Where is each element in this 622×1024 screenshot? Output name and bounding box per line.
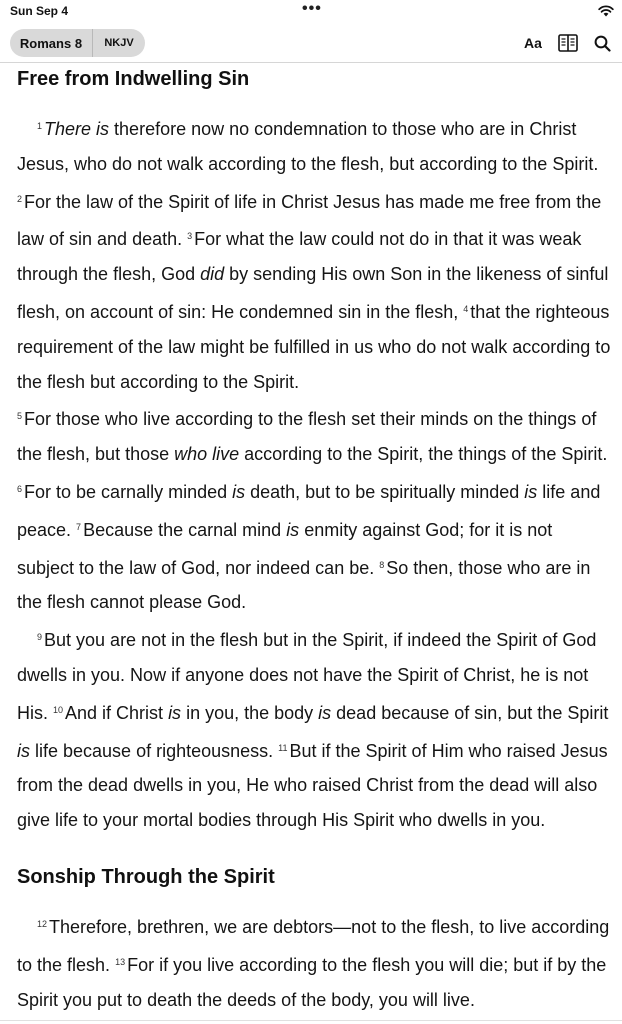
- verse-paragraph: [17, 620, 613, 838]
- verse-number[interactable]: 9: [37, 632, 43, 643]
- verse-text: Therefore, brethren, we are debtors—not to the flesh, to live according to the flesh.: [17, 916, 610, 975]
- verse-number[interactable]: 11: [278, 742, 288, 753]
- italic-text: who live: [174, 444, 240, 465]
- verse-text: But if the Spirit of Him who raised Jesus from the dead dwells in you, He who raised Christ from the dead will also give life to your mortal bodies through His Spirit who dwells in you.: [17, 740, 608, 831]
- verse-number[interactable]: 1: [37, 121, 43, 131]
- book-chapter-button[interactable]: Romans 8: [19, 35, 83, 51]
- verse-number[interactable]: 7: [76, 521, 82, 532]
- italic-text: did: [200, 264, 225, 285]
- section-heading: Sonship Through the Spirit: [17, 865, 275, 888]
- reader-toolbar: [0, 26, 622, 63]
- status-date: Sun Sep 4: [10, 4, 69, 18]
- verse-text: For to be carnally minded: [24, 481, 233, 502]
- multitasking-dots-icon[interactable]: •••: [302, 0, 322, 17]
- section-heading: Free from Indwelling Sin: [17, 68, 250, 90]
- toolbar-actions: [522, 33, 612, 53]
- chapter-text: [17, 62, 613, 1017]
- verse-text: For if you live according to the flesh you will die; but if by the Spirit you put to death the deeds of the body, you will live.: [17, 954, 607, 1010]
- text-settings-button[interactable]: Aa: [524, 35, 542, 51]
- verse-text: But you are not in the flesh but in the Spirit, if indeed the Spirit of God dwells in you. Now if anyone does not have the Spirit of Christ, he is not His.: [17, 630, 597, 723]
- verse-number[interactable]: 4: [463, 303, 469, 314]
- verse-number[interactable]: 13: [115, 956, 126, 967]
- verse-number[interactable]: 3: [187, 231, 193, 242]
- search-icon[interactable]: [592, 33, 612, 53]
- verse-text: life because of righteousness.: [30, 740, 279, 761]
- verse-text: enmity against God; for it is not subject to the law of God, nor indeed can be.: [17, 519, 553, 578]
- wifi-icon: [598, 4, 614, 17]
- italic-text: is: [168, 702, 182, 723]
- verse-text: therefore now no condemnation to those who are in Christ Jesus, who do not walk according to the flesh, but according to the Spirit.: [17, 119, 599, 174]
- verse-text: So then, those who are in the flesh cannot please God.: [17, 557, 591, 613]
- passage-selector: [10, 29, 145, 57]
- verse-text: And if Christ: [65, 702, 169, 723]
- italic-text: is: [232, 481, 246, 502]
- verse-text: according to the Spirit, the things of the Spirit.: [239, 444, 608, 465]
- verse-number[interactable]: 8: [379, 559, 385, 570]
- verse-number[interactable]: 2: [17, 193, 23, 204]
- verse-text: For those who live according to the flesh set their minds on the things of the flesh, but those: [17, 409, 597, 465]
- verse-number[interactable]: 10: [53, 704, 64, 715]
- italic-text: is: [318, 702, 332, 723]
- verse-text: that the righteous requirement of the law might be fulfilled in us who do not walk according to the flesh but according to the Spirit.: [17, 301, 611, 392]
- verse-text: For what the law could not do in that it was weak through the flesh, God: [17, 229, 582, 285]
- verse-text: Because the carnal mind: [83, 519, 287, 540]
- parallel-view-icon[interactable]: [558, 33, 578, 53]
- verse-number[interactable]: 12: [37, 918, 48, 929]
- verse-paragraph: [17, 399, 613, 620]
- version-button[interactable]: NKJV: [104, 37, 134, 49]
- status-bar: [0, 0, 622, 22]
- verse-text: in you, the body: [181, 702, 319, 723]
- verse-text: life and peace.: [17, 481, 601, 540]
- verse-text: by sending His own Son in the likeness of sinful flesh, on account of sin: He condemned sin in the flesh,: [17, 264, 609, 322]
- verse-number[interactable]: 6: [17, 483, 23, 494]
- italic-text: There is: [44, 119, 110, 139]
- bottom-divider: [0, 1020, 622, 1021]
- verse-text: death, but to be spiritually minded: [245, 481, 525, 502]
- verse-number[interactable]: 5: [17, 411, 23, 422]
- verse-paragraph: [17, 109, 613, 399]
- italic-text: is: [17, 740, 30, 761]
- italic-text: is: [524, 481, 538, 502]
- verse-paragraph: [17, 907, 613, 1017]
- verse-text: For the law of the Spirit of life in Christ Jesus has made me free from the law of sin and death.: [17, 191, 602, 250]
- verse-text: dead because of sin, but the Spirit: [331, 702, 609, 723]
- italic-text: is: [286, 519, 300, 540]
